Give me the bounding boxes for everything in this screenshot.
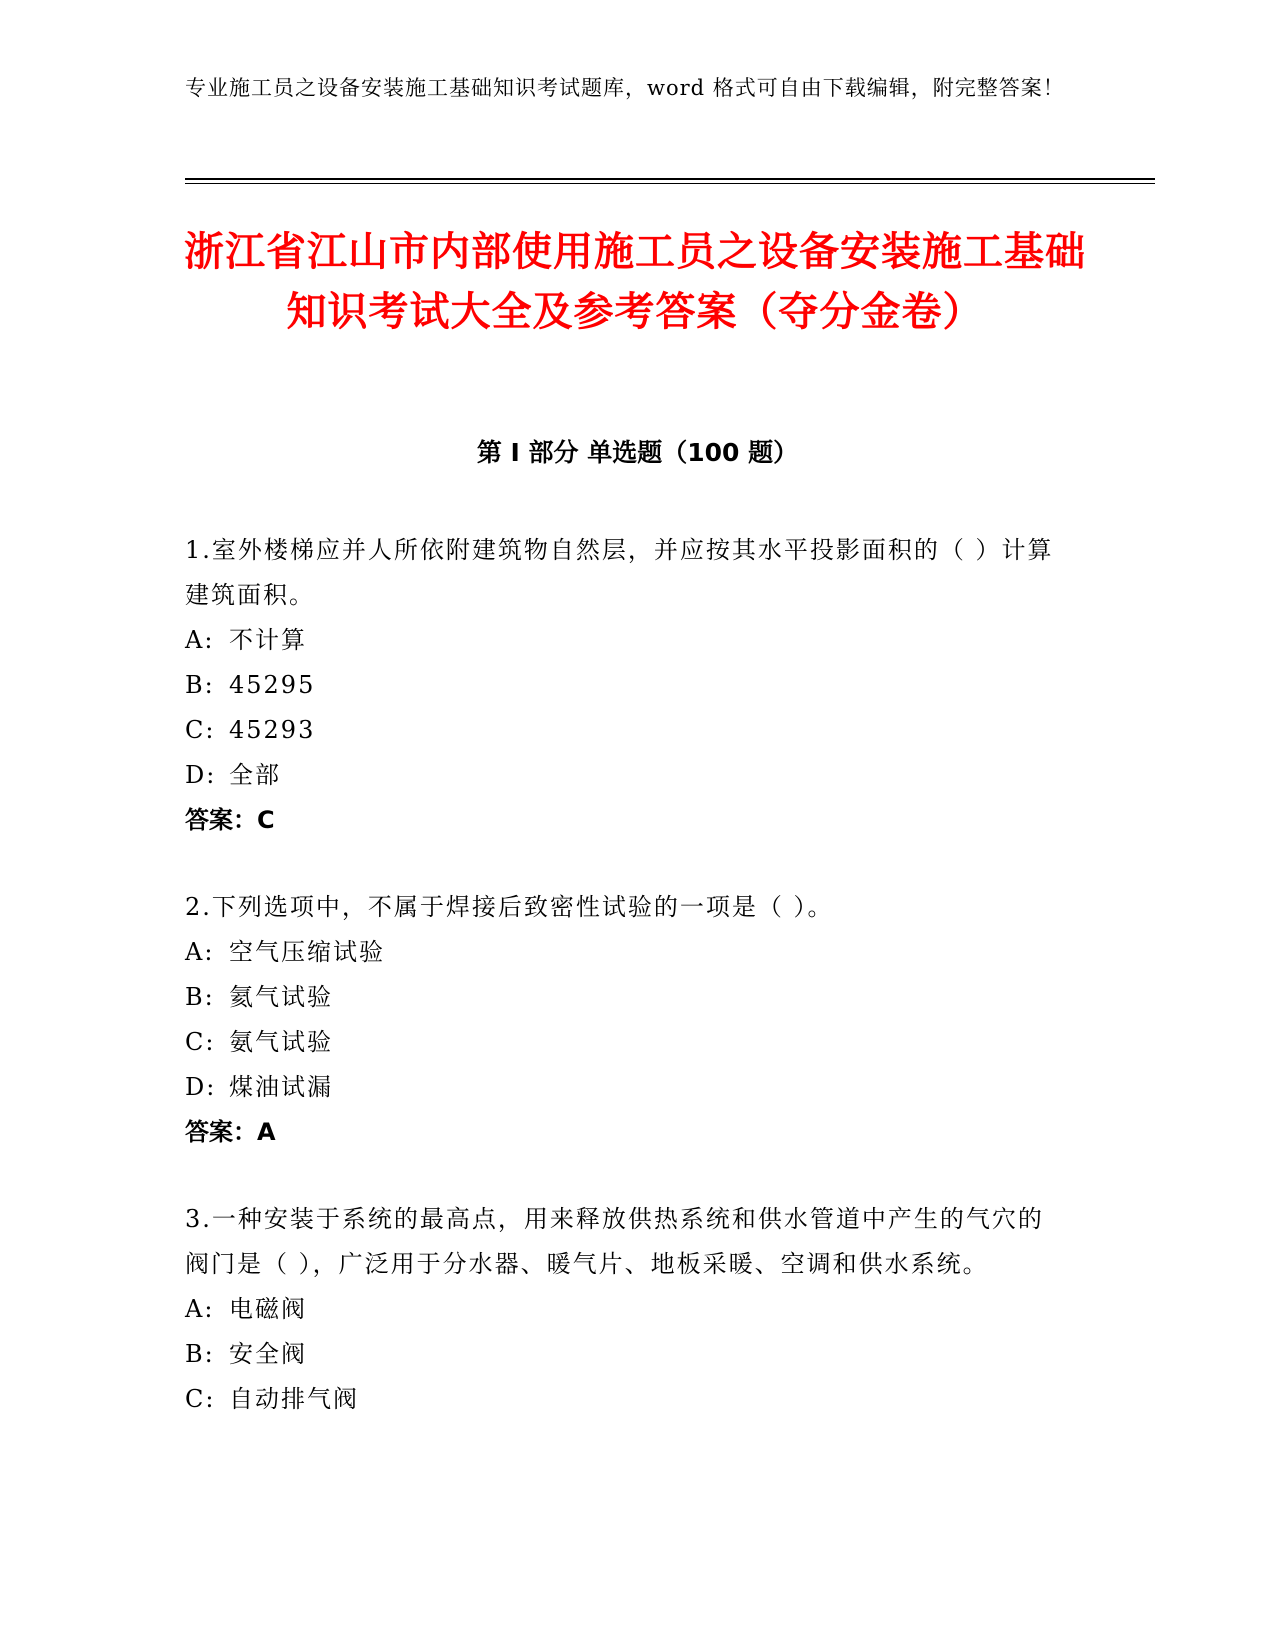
option-text: 全部 bbox=[229, 761, 281, 789]
option-text: 45293 bbox=[229, 716, 316, 744]
option-text: 电磁阀 bbox=[229, 1295, 307, 1323]
question-stem: 3.一种安装于系统的最高点，用来释放供热系统和供水管道中产生的气穴的阀门是（ ），广泛用于分水器、暖气片、地板采暖、空调和供水系统。 bbox=[185, 1205, 1044, 1278]
option-letter: B: bbox=[185, 1340, 215, 1368]
option-d bbox=[185, 1065, 1065, 1110]
option-text: 不计算 bbox=[229, 626, 307, 654]
option-text: 安全阀 bbox=[229, 1340, 307, 1368]
answer-line: 答案：C bbox=[185, 806, 275, 834]
option-letter: D: bbox=[185, 761, 217, 789]
question-stem: 2.下列选项中，不属于焊接后致密性试验的一项是（ ）。 bbox=[185, 893, 834, 921]
option-b bbox=[185, 1332, 1065, 1377]
option-text: 自动排气阀 bbox=[229, 1385, 359, 1413]
option-text: 空气压缩试验 bbox=[229, 938, 385, 966]
document-title: 浙江省江山市内部使用施工员之设备安装施工基础知识考试大全及参考答案（夺分金卷） bbox=[184, 229, 1086, 335]
option-c bbox=[185, 708, 1065, 753]
option-a bbox=[185, 930, 1065, 975]
option-d bbox=[185, 753, 1065, 798]
header-rule-thin bbox=[185, 183, 1155, 184]
option-a bbox=[185, 618, 1065, 663]
option-letter: A: bbox=[185, 938, 215, 966]
option-letter: A: bbox=[185, 1295, 215, 1323]
option-text: 煤油试漏 bbox=[229, 1073, 333, 1101]
section-heading: 第 I 部分 单选题（100 题） bbox=[476, 438, 799, 467]
header-rule-thick bbox=[185, 178, 1155, 180]
question-list bbox=[185, 528, 1065, 1464]
option-b bbox=[185, 975, 1065, 1020]
option-c bbox=[185, 1377, 1065, 1422]
option-letter: B: bbox=[185, 671, 215, 699]
header-note: 专业施工员之设备安装施工基础知识考试题库，word 格式可自由下载编辑，附完整答案！ bbox=[185, 76, 1065, 100]
question-3 bbox=[185, 1197, 1065, 1422]
answer-line: 答案：A bbox=[185, 1118, 276, 1146]
option-a bbox=[185, 1287, 1065, 1332]
option-letter: C: bbox=[185, 1385, 216, 1413]
option-letter: A: bbox=[185, 626, 215, 654]
option-letter: C: bbox=[185, 716, 216, 744]
option-text: 45295 bbox=[229, 671, 316, 699]
option-c bbox=[185, 1020, 1065, 1065]
question-stem: 1.室外楼梯应并人所依附建筑物自然层，并应按其水平投影面积的（ ）计算建筑面积。 bbox=[185, 536, 1054, 609]
question-1 bbox=[185, 528, 1065, 843]
option-text: 氦气试验 bbox=[229, 983, 333, 1011]
option-b bbox=[185, 663, 1065, 708]
question-2 bbox=[185, 885, 1065, 1155]
option-letter: C: bbox=[185, 1028, 216, 1056]
option-letter: D: bbox=[185, 1073, 217, 1101]
option-text: 氨气试验 bbox=[229, 1028, 333, 1056]
option-letter: B: bbox=[185, 983, 215, 1011]
